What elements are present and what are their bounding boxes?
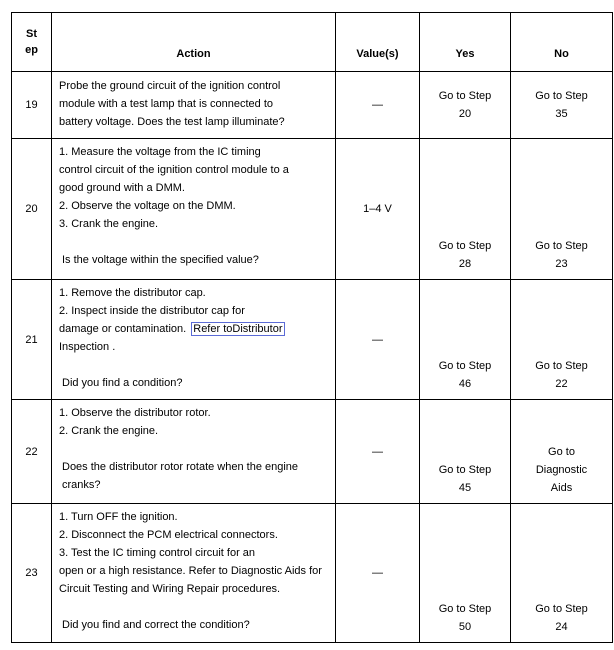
action-text: 2. Disconnect the PCM electrical connectors. bbox=[59, 529, 278, 541]
step-header-line1: St bbox=[26, 28, 37, 40]
action-text: battery voltage. Does the test lamp illuminate? bbox=[59, 116, 285, 128]
action-cell bbox=[52, 280, 336, 400]
action-header: Action bbox=[52, 13, 336, 72]
yes-cell bbox=[420, 72, 511, 139]
table-row-step-22 bbox=[12, 400, 613, 504]
question-text: Is the voltage within the specified value? bbox=[62, 254, 259, 266]
yes-text: Go to Step bbox=[438, 464, 492, 476]
yes-step-number: 50 bbox=[458, 621, 472, 633]
action-cell bbox=[52, 139, 336, 280]
value-cell: — bbox=[336, 400, 420, 504]
step-header-line2: ep bbox=[25, 44, 38, 56]
value-cell: 1–4 V bbox=[336, 139, 420, 280]
step-number: 19 bbox=[12, 72, 52, 139]
refer-to-distributor-link[interactable]: Refer toDistributor bbox=[193, 323, 283, 335]
question-text: Did you find a condition? bbox=[62, 377, 183, 389]
no-cell bbox=[511, 504, 613, 643]
table-row-step-23 bbox=[12, 504, 613, 643]
no-text: Go to Step bbox=[535, 603, 588, 615]
value-cell: — bbox=[336, 280, 420, 400]
no-cell bbox=[511, 72, 613, 139]
action-text: module with a test lamp that is connected to bbox=[59, 98, 274, 110]
step-number: 20 bbox=[12, 139, 52, 280]
action-text: 1. Remove the distributor cap. bbox=[59, 287, 206, 299]
no-header: No bbox=[511, 13, 613, 72]
action-text-prefix: damage or contamination. bbox=[59, 323, 190, 335]
no-text: Go to bbox=[548, 446, 575, 458]
no-text: Aids bbox=[550, 482, 573, 494]
yes-text: Go to Step bbox=[438, 90, 492, 102]
action-cell bbox=[52, 72, 336, 139]
diagnostic-table bbox=[11, 12, 613, 643]
header-row bbox=[12, 13, 613, 72]
no-step-number: 22 bbox=[555, 378, 568, 390]
yes-step-number: 20 bbox=[458, 108, 472, 120]
action-cell bbox=[52, 400, 336, 504]
action-text: 1. Observe the distributor rotor. bbox=[59, 407, 211, 419]
yes-text: Go to Step bbox=[438, 603, 492, 615]
step-number: 21 bbox=[12, 280, 52, 400]
yes-step-number: 46 bbox=[458, 378, 472, 390]
step-number: 23 bbox=[12, 504, 52, 643]
no-step-number: 23 bbox=[555, 258, 568, 270]
action-text: open or a high resistance. Refer to Diagnostic Aids for bbox=[59, 565, 322, 577]
action-text: 3. Crank the engine. bbox=[59, 218, 159, 230]
no-text: Go to Step bbox=[535, 360, 588, 372]
action-text bbox=[59, 320, 331, 338]
yes-cell bbox=[420, 139, 511, 280]
action-text: Inspection . bbox=[59, 341, 116, 353]
table-row-step-20 bbox=[12, 139, 613, 280]
no-cell bbox=[511, 400, 613, 504]
no-cell bbox=[511, 280, 613, 400]
action-text: 3. Test the IC timing control circuit for an bbox=[59, 547, 256, 559]
action-text: good ground with a DMM. bbox=[59, 182, 185, 194]
action-text: control circuit of the ignition control module to a bbox=[59, 164, 289, 176]
question-text: Does the distributor rotor rotate when the engine bbox=[62, 461, 299, 473]
action-text: 1. Turn OFF the ignition. bbox=[59, 511, 178, 523]
table-row-step-19 bbox=[12, 72, 613, 139]
yes-cell bbox=[420, 504, 511, 643]
question-text: cranks? bbox=[62, 479, 101, 491]
yes-step-number: 28 bbox=[458, 258, 472, 270]
value-cell: — bbox=[336, 504, 420, 643]
question-text: Did you find and correct the condition? bbox=[62, 619, 250, 631]
action-cell bbox=[52, 504, 336, 643]
action-text: Probe the ground circuit of the ignition control bbox=[59, 80, 281, 92]
no-text: Go to Step bbox=[535, 240, 588, 252]
step-number: 22 bbox=[12, 400, 52, 504]
no-step-number: 35 bbox=[555, 108, 568, 120]
action-text: 2. Observe the voltage on the DMM. bbox=[59, 200, 236, 212]
no-text: Diagnostic bbox=[535, 464, 588, 476]
no-cell bbox=[511, 139, 613, 280]
action-text: Circuit Testing and Wiring Repair procedures. bbox=[59, 583, 281, 595]
value-cell: — bbox=[336, 72, 420, 139]
values-header: Value(s) bbox=[336, 13, 420, 72]
table-row-step-21 bbox=[12, 280, 613, 400]
no-step-number: 24 bbox=[555, 621, 568, 633]
step-header bbox=[12, 13, 52, 72]
action-text: 2. Crank the engine. bbox=[59, 425, 159, 437]
action-text: 1. Measure the voltage from the IC timing bbox=[59, 146, 261, 158]
yes-text: Go to Step bbox=[438, 240, 492, 252]
action-text: 2. Inspect inside the distributor cap for bbox=[59, 305, 245, 317]
yes-cell bbox=[420, 280, 511, 400]
yes-header: Yes bbox=[420, 13, 511, 72]
no-text: Go to Step bbox=[535, 90, 588, 102]
yes-text: Go to Step bbox=[438, 360, 492, 372]
yes-cell bbox=[420, 400, 511, 504]
yes-step-number: 45 bbox=[458, 482, 472, 494]
